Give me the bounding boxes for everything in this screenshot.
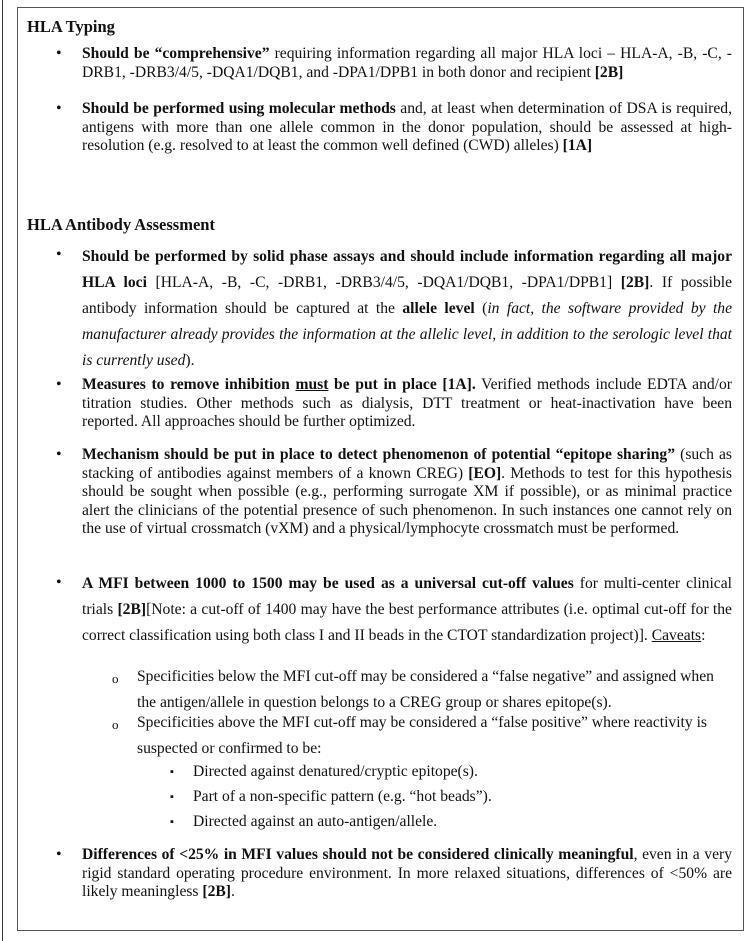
antibody-item-5: Differences of <25% in MFI values should not be considered clinically meaningful, even in a very rigid standard operating procedure environment. In more relaxed situations, differences of <50% are likely meaningless [2B]. — [82, 846, 733, 900]
antibody-item-1: Should be performed by solid phase assays and should include information regarding all major HLA loci [HLA-A, -B, -C, -DRB1, -DRB3/4/5, -DQA1/DQB1, -DPA1/DPB1] [2B]. If possible antibody information should be captured at the allele level (in fact, the software provided by the manufacturer already provides the information at the allelic level, in addition to the serologic level that is currently used). — [82, 248, 733, 369]
caveat-item-1: Specificities below the MFI cut-off may be considered a “false negative” and assigned when the antigen/allele in question belongs to a CREG group or shares epitope(s). — [137, 668, 714, 711]
bullet-icon: • — [56, 100, 62, 117]
bullet-icon: • — [56, 846, 62, 863]
square-bullet-icon: ▪ — [170, 816, 174, 828]
antibody-item-4: A MFI between 1000 to 1500 may be used as a universal cut-off values for multi-center clinical trials [2B][Note: a cut-off of 1400 may have the best performance attributes (i.e. optimal cut-off for the correct classification using both class I and II beads in the CTOT standardization project)]. Caveats: — [82, 575, 732, 644]
caveat-subitem: Directed against denatured/cryptic epitope(s). — [193, 763, 478, 780]
caveat-subitem: Part of a non-specific pattern (e.g. “hot beads”). — [193, 788, 492, 805]
caveats-label: Caveats — [651, 627, 702, 644]
sub-bullet-icon: o — [112, 671, 119, 686]
caveat-subitem: Directed against an auto-antigen/allele. — [193, 813, 438, 830]
bullet-icon: • — [56, 246, 62, 263]
hla-typing-item-1: Should be “comprehensive” requiring information regarding all major HLA loci – HLA-A, -B, -C, -DRB1, -DRB3/4/5, -DQA1/DQB1, and -DPA1/DPB1 in both donor and recipient [2B] — [82, 45, 732, 81]
section-heading-antibody-assessment: HLA Antibody Assessment — [27, 215, 215, 234]
bullet-icon: • — [56, 45, 62, 62]
sub-bullet-icon: o — [112, 717, 119, 732]
caveat-item-2: Specificities above the MFI cut-off may be considered a “false positive” where reactivity is suspected or confirmed to be: — [137, 714, 707, 757]
bullet-icon: • — [56, 376, 62, 393]
bullet-icon: • — [56, 574, 62, 591]
square-bullet-icon: ▪ — [170, 791, 174, 803]
section-heading-hla-typing: HLA Typing — [27, 17, 115, 36]
bullet-icon: • — [56, 446, 62, 463]
antibody-item-2: Measures to remove inhibition must be put in place [1A]. Verified methods include EDTA and/or titration studies. Other methods such as dialysis, DTT treatment or heat-inactivation have been reported. All approaches should be further optimized. — [82, 376, 732, 430]
hla-typing-item-2: Should be performed using molecular methods and, at least when determination of DSA is required, antigens with more than one allele common in the donor population, should be assessed at high-resolution (e.g. resolved to at least the common well defined (CWD) alleles) [1A] — [82, 100, 732, 154]
page-edge-line — [2, 0, 3, 941]
square-bullet-icon: ▪ — [170, 766, 174, 778]
antibody-item-3: Mechanism should be put in place to detect phenomenon of potential “epitope sharing” (such as stacking of antibodies against members of a known CREG) [EO]. Methods to test for this hypothesis should be sought when possible (e.g., performing surrogate XM if possible), or as minimal practice alert the clinicians of the potential presence of such phenomenon. In such instances one cannot rely on the use of virtual crossmatch (vXM) and a physical/lymphocyte crossmatch must be performed. — [82, 446, 732, 537]
